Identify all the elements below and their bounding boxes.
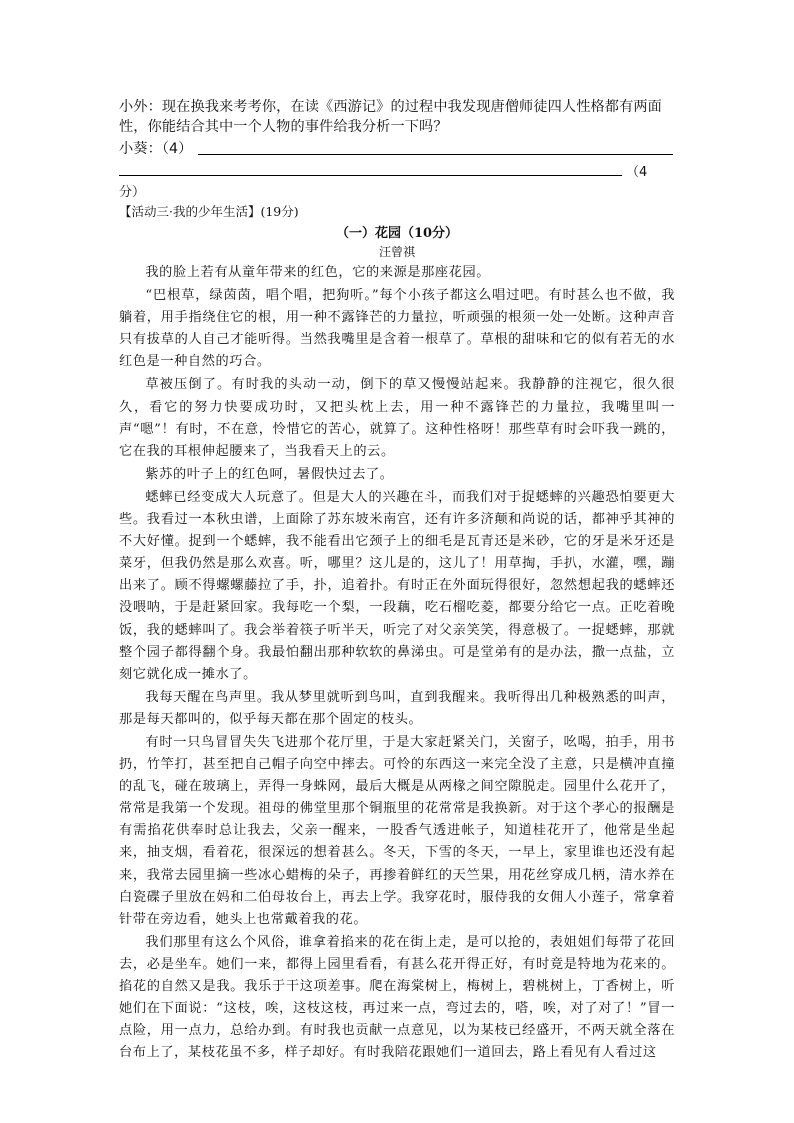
activity-heading: 【活动三·我的少年生活】(19分) xyxy=(119,204,299,219)
paragraph: 紫苏的叶子上的红色呵，暑假快过去了。 xyxy=(145,466,394,482)
answer-blank-line-1[interactable] xyxy=(198,154,673,155)
answer-label: 小葵：（4） xyxy=(119,141,193,157)
paragraph: 我的脸上若有从童年带来的红色，它的来源是那座花园。 xyxy=(145,265,491,280)
paragraph: 蟋蟀已经变成大人玩意了。但是大人的兴趣在斗，而我们对于捉蟋蟀的兴趣恐怕要更大些。我看过一本秋虫谱，上面除了苏东坡米南宫，还有许多济颠和尚说的话，都神乎其神的不大好懂。捉到一个蟋蟀，我不能看出它颈子上的细毛是瓦青还是米砂，它的牙是米牙还是菜牙，但我仍然是那么欢喜。听，哪里？这儿是的，这儿了！用草掏，手扒，水灌，嘿，蹦出来了。顾不得螺螺藤拉了手，扑，追着扑。有时正在外面玩得很好，忽然想起我的蟋蟀还没喂呐，于是赶紧回家。我每吃一个梨，一段藕，吃石榴吃菱，都要分给它一点。正吃着晚饭，我的蟋蟀叫了。我会举着筷子听半天，听完了对父亲笑笑，得意极了。一捉蟋蟀，那就整个园子都得翻个身。我最怕翻出那种软软的鼻涕虫。可是堂弟有的是办法，撒一点盐，立刻它就化成一摊水了。 xyxy=(119,489,675,682)
score-tail: （4 xyxy=(626,165,648,180)
paragraph: 草被压倒了。有时我的头动一动，倒下的草又慢慢站起来。我静静的注视它，很久很久，看它的努力快要成功时，又把头枕上去，用一种不露锋芒的力量拉，我嘴里叫一声“嗯”！有时，不在意，怜惜它的苦心，就算了。这种性格呀！那些草有时会吓我一跳的，它在我的耳根伸起腰来了，当我看天上的云。 xyxy=(119,377,675,459)
article-title: （一）花园（10分） xyxy=(335,226,459,241)
paragraph: “巴根草，绿茵茵，唱个唱，把狗听。”每个小孩子都这么唱过吧。有时甚么也不做，我躺着，用手指绕住它的根，用一种不露锋芒的力量拉，听顽强的根须一处一处断。这种声音只有拔草的人自己才能听得。当然我嘴里是含着一根草了。草根的甜味和它的似有若无的水红色是一种自然的巧合。 xyxy=(119,288,675,370)
article-author: 汪曾祺 xyxy=(378,245,415,259)
question-line-1: 小外：现在换我来考考你，在读《西游记》的过程中我发现唐僧师徒四人性格都有两面 xyxy=(119,99,662,115)
paragraph: 我们那里有这么个风俗，谁拿着掐来的花在街上走，是可以抢的，表姐姐们每带了花回去，必是坐车。她们一来，都得上园里看看，有甚么花开得正好，有时竟是特地为花来的。掐花的自然又是我。我乐于干这项差事。爬在海棠树上，梅树上，碧桃树上，丁香树上，听她们在下面说：“这枝，唉，这枝这枝，再过来一点，弯过去的，嗒，唉，对了对了！”冒一点险，用一点力，总给办到。有时我也贡献一点意见，以为某枝已经盛开，不两天就全落在台布上了，某枝花虽不多，样子却好。有时我陪花跟她们一道回去，路上看见有人看过这 xyxy=(119,934,675,1061)
score-end: 分） xyxy=(119,185,146,200)
paragraph: 我每天醒在鸟声里。我从梦里就听到鸟叫，直到我醒来。我听得出几种极熟悉的叫声，那是每天都叫的，似乎每天都在那个固定的枝头。 xyxy=(119,689,675,727)
article-body xyxy=(119,262,675,1065)
question-line-2: 性，你能结合其中一个人物的事件给我分析一下吗？ xyxy=(119,119,448,135)
answer-blank-line-2[interactable] xyxy=(119,175,622,176)
paragraph: 有时一只鸟冒冒失失飞进那个花厅里，于是大家赶紧关门，关窗子，吆喝，拍手，用书扔，竹竿打，甚至把自己帽子向空中摔去。可怜的东西这一来完全没了主意，只是横冲直撞的乱飞，碰在玻璃上，弄得一身蛛网，最后大概是从两椽之间空隙脱走。园里什么花开了，常常是我第一个发现。祖母的佛堂里那个铜瓶里的花常常是我换新。对于这个孝心的报酬是有需掐花供奉时总让我去，父亲一醒来，一股香气透进帐子，知道桂花开了，他常是坐起来，抽支烟，看着花，很深远的想着甚么。冬天，下雪的冬天，一早上，家里谁也还没有起来，我常去园里摘一些冰心蜡梅的朵子，再掺着鲜红的天竺果，用花丝穿成几柄，清水养在白瓷碟子里放在妈和二伯母妆台上，再去上学。我穿花时，服侍我的女佣人小莲子，常拿着针带在旁边看，她头上也常戴着我的花。 xyxy=(119,734,675,927)
